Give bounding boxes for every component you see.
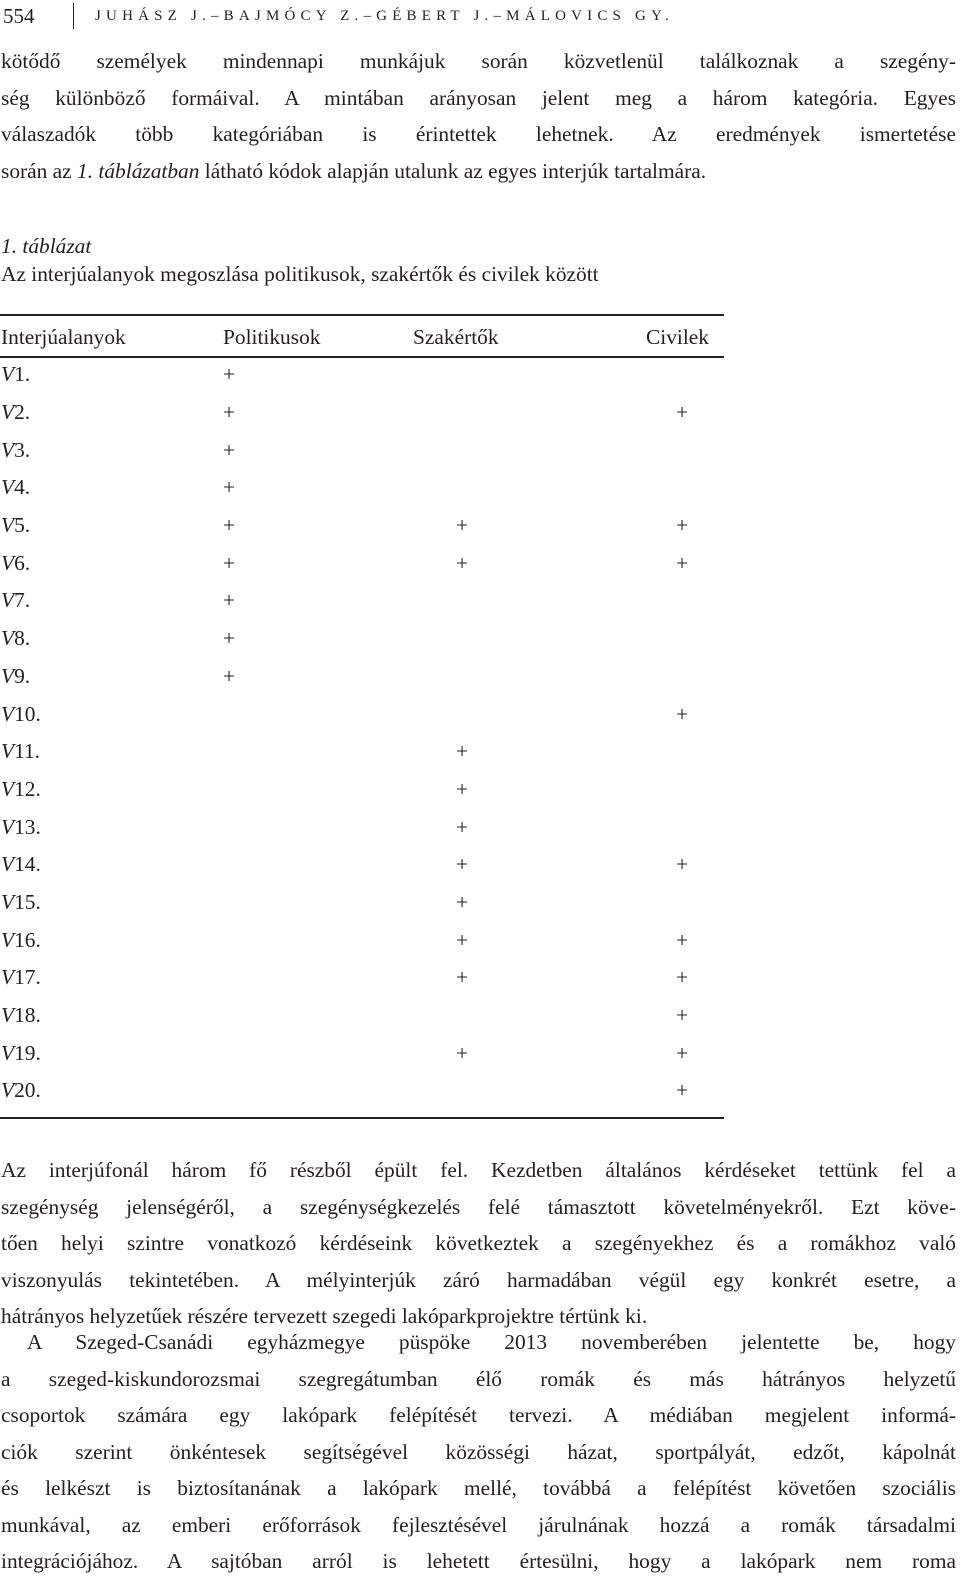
politician-mark: +: [223, 588, 236, 613]
table-row: [1, 582, 796, 620]
politician-mark: +: [223, 475, 236, 500]
text-line: szegénység jelenségéről, a szegénységkezelés felé támasztott követelményekről. Ezt köve-: [1, 1194, 956, 1219]
table-caption: [1, 232, 599, 288]
text-line: kötődő személyek mindennapi munkájuk során közvetlenül találkoznak a szegény-: [1, 49, 956, 73]
table-row: [1, 431, 796, 469]
expert-mark: +: [456, 889, 469, 914]
text-line: hátrányos helyzetűek részére tervezett szegedi lakóparkprojektre tértünk ki.: [1, 1304, 648, 1328]
table-row: [1, 771, 796, 809]
expert-mark: +: [456, 1040, 469, 1065]
respondent-code: V8.: [1, 626, 31, 651]
header-divider: [73, 3, 74, 29]
table-row: [1, 733, 796, 771]
politician-mark: +: [223, 550, 236, 575]
table-row: [1, 959, 796, 997]
text-line: ciók szerint önkéntesek segítségével közösségi házat, sportpályát, edzőt, kápolnát: [1, 1439, 956, 1464]
respondent-code: V13.: [1, 814, 41, 839]
civilian-mark: [646, 733, 796, 771]
respondent-code: V1.: [1, 362, 31, 387]
civilian-mark: [646, 771, 796, 809]
civilian-mark: +: [676, 400, 689, 425]
running-head: JUHÁSZ J.–BAJMÓCY Z.–GÉBERT J.–MÁLOVICS GY.: [95, 8, 675, 24]
civilian-mark: +: [676, 927, 689, 952]
page-header: [3, 3, 903, 29]
table-row: [1, 507, 796, 545]
column-header: Politikusok: [223, 324, 321, 349]
politician-mark: [223, 733, 413, 771]
table-row: [1, 394, 796, 432]
text-line: és lelkészt is biztosítanának a lakópark mellé, továbbá a felépítést követően szociális: [1, 1476, 956, 1500]
respondent-code: V10.: [1, 701, 41, 726]
respondent-code: V12.: [1, 776, 41, 801]
text-line: tően helyi szintre vonatkozó kérdéseink következtek a szegényekhez és a romákhoz való: [1, 1231, 956, 1255]
column-header: Interjúalanyok: [1, 324, 126, 349]
expert-mark: [413, 356, 646, 394]
respondent-code: V7.: [1, 588, 31, 613]
civilian-mark: [646, 582, 796, 620]
table-row: [1, 658, 796, 696]
table-row: [1, 921, 796, 959]
respondent-code: V9.: [1, 663, 31, 688]
table-row: [1, 695, 796, 733]
politician-mark: [223, 884, 413, 922]
civilian-mark: +: [676, 965, 689, 990]
civilian-mark: [646, 884, 796, 922]
civilian-mark: +: [676, 1040, 689, 1065]
civilian-mark: [646, 469, 796, 507]
column-header: Szakértők: [413, 324, 499, 349]
expert-mark: +: [456, 739, 469, 764]
table-row: [1, 1034, 796, 1072]
civilian-mark: [646, 808, 796, 846]
respondent-code: V18.: [1, 1003, 41, 1028]
table-top-rule: [0, 314, 724, 316]
text-line: viszonyulás tekintetében. A mélyinterjúk záró harmadában végül egy konkrét esetre, a: [1, 1267, 956, 1292]
respondent-code: V2.: [1, 400, 31, 425]
table-row: [1, 884, 796, 922]
text-line: integrációjához. A sajtóban arról is lehetett értesülni, hogy a lakópark nem roma: [1, 1549, 956, 1573]
expert-mark: [413, 658, 646, 696]
expert-mark: +: [456, 814, 469, 839]
expert-mark: [413, 695, 646, 733]
text-line: a szeged-kiskundorozsmai szegregátumban élő romák és más hátrányos helyzetű: [1, 1366, 956, 1391]
table-title: Az interjúalanyok megoszlása politikusok, szakértők és civilek között: [1, 262, 599, 286]
civilian-mark: +: [676, 1078, 689, 1103]
column-header: Civilek: [646, 324, 709, 349]
civilian-mark: +: [676, 852, 689, 877]
politician-mark: +: [223, 362, 236, 387]
text-line: csoportok számára egy lakópark felépítését tervezi. A médiában megjelent informá-: [1, 1403, 956, 1427]
politician-mark: [223, 846, 413, 884]
expert-mark: [413, 431, 646, 469]
table-row: [1, 997, 796, 1035]
civilian-mark: +: [676, 1003, 689, 1028]
politician-mark: [223, 695, 413, 733]
politician-mark: [223, 808, 413, 846]
paragraph-housing-project: [1, 1324, 956, 1580]
text-line: Az interjúfonál három fő részből épült fel. Kezdetben általános kérdéseket tettünk fel a: [1, 1158, 956, 1182]
table-body: [1, 356, 796, 1110]
expert-mark: [413, 394, 646, 432]
expert-mark: +: [456, 965, 469, 990]
civilian-mark: +: [676, 513, 689, 538]
expert-mark: [413, 469, 646, 507]
respondent-code: V14.: [1, 852, 41, 877]
paragraph-interview-structure: [1, 1152, 956, 1335]
expert-mark: +: [456, 513, 469, 538]
respondent-code: V15.: [1, 889, 41, 914]
expert-mark: [413, 1072, 646, 1110]
expert-mark: [413, 997, 646, 1035]
politician-mark: +: [223, 626, 236, 651]
respondent-code: V16.: [1, 927, 41, 952]
respondent-code: V5.: [1, 513, 31, 538]
table-row: [1, 544, 796, 582]
civilian-mark: [646, 620, 796, 658]
data-table: [1, 318, 796, 1110]
table-reference: 1. táblázatban: [77, 158, 200, 183]
intro-paragraph: [1, 43, 956, 189]
table-row: [1, 1072, 796, 1110]
politician-mark: [223, 771, 413, 809]
politician-mark: [223, 997, 413, 1035]
respondent-code: V19.: [1, 1040, 41, 1065]
text-line: munkával, az emberi erőforrások fejlesztésével járulnának hozzá a romák társadalmi: [1, 1512, 956, 1537]
expert-mark: [413, 582, 646, 620]
respondent-code: V3.: [1, 437, 31, 462]
table-bottom-rule: [0, 1117, 724, 1119]
expert-mark: +: [456, 550, 469, 575]
politician-mark: [223, 1034, 413, 1072]
expert-mark: +: [456, 776, 469, 801]
civilian-mark: +: [676, 701, 689, 726]
respondent-code: V17.: [1, 965, 41, 990]
text-line: A Szeged-Csanádi egyházmegye püspöke 2013 novemberében jelentette be, hogy: [27, 1330, 956, 1354]
respondent-code: V4.: [1, 475, 31, 500]
politician-mark: [223, 921, 413, 959]
table-row: [1, 808, 796, 846]
table-row: [1, 846, 796, 884]
expert-mark: +: [456, 927, 469, 952]
politician-mark: +: [223, 437, 236, 462]
civilian-mark: [646, 356, 796, 394]
politician-mark: +: [223, 663, 236, 688]
table-row: [1, 356, 796, 394]
expert-mark: +: [456, 852, 469, 877]
civilian-mark: [646, 431, 796, 469]
respondent-code: V20.: [1, 1078, 41, 1103]
expert-mark: [413, 620, 646, 658]
respondent-code: V11.: [1, 739, 41, 764]
table-header-row: [1, 318, 796, 356]
respondent-code: V6.: [1, 550, 31, 575]
politician-mark: +: [223, 400, 236, 425]
civilian-mark: +: [676, 550, 689, 575]
table-label: 1. táblázat: [1, 234, 92, 258]
table-row: [1, 469, 796, 507]
text-line: válaszadók több kategóriában is érintettek lehetnek. Az eredmények ismertetése: [1, 122, 956, 146]
civilian-mark: [646, 658, 796, 696]
politician-mark: +: [223, 513, 236, 538]
page-number: 554: [3, 4, 35, 28]
politician-mark: [223, 959, 413, 997]
politician-mark: [223, 1072, 413, 1110]
text-line: során az 1. táblázatban látható kódok alapján utalunk az egyes interjúk tartalmára.: [1, 158, 707, 183]
table-row: [1, 620, 796, 658]
text-line: ség különböző formáival. A mintában arányosan jelent meg a három kategória. Egyes: [1, 85, 956, 110]
